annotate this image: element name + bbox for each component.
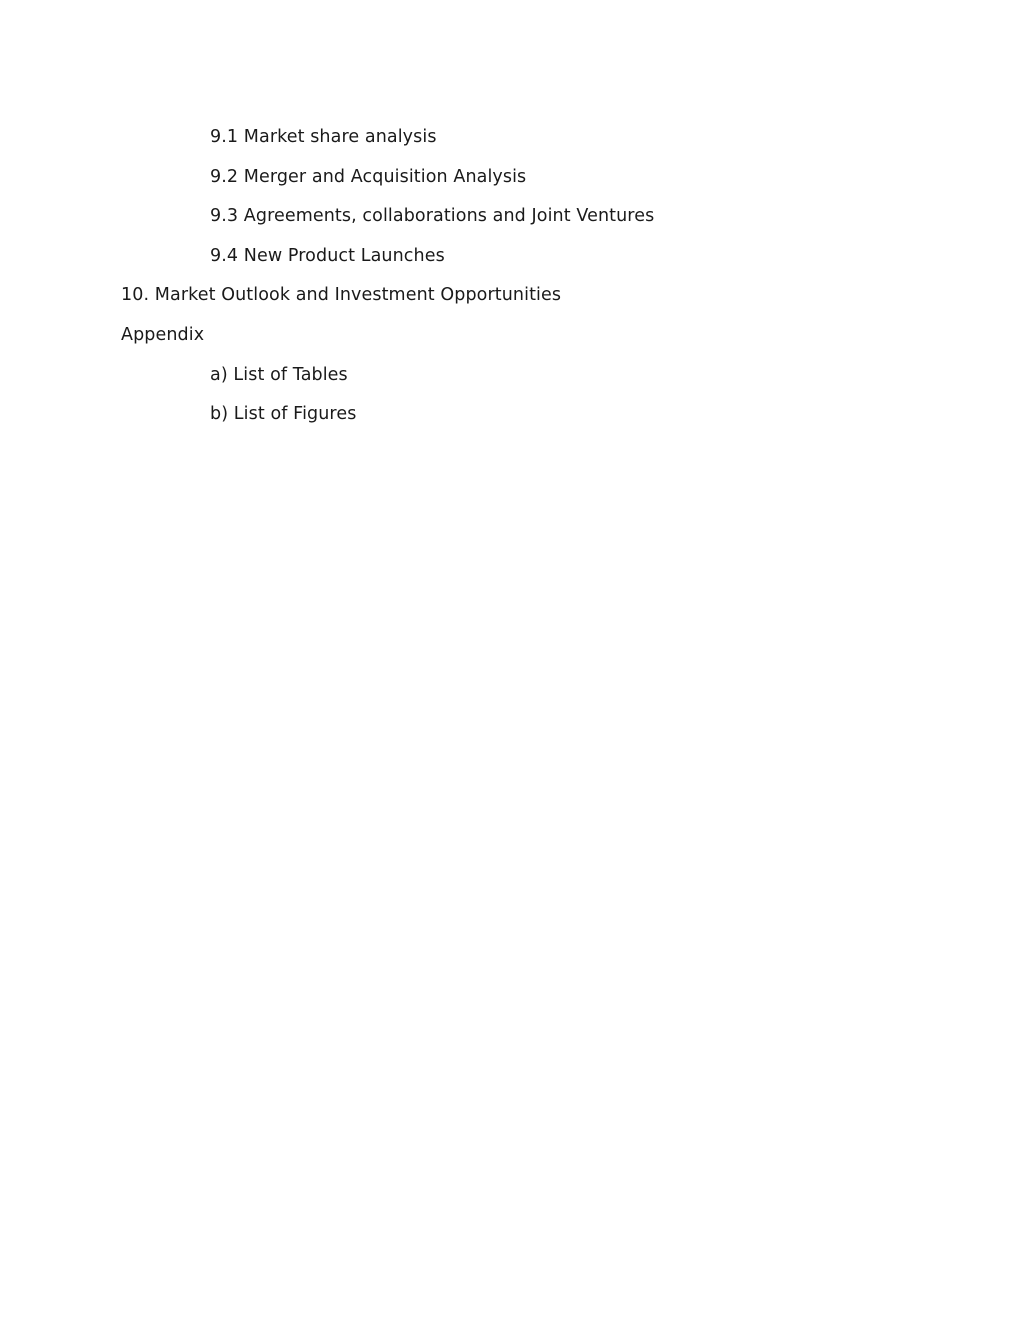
toc-entry-9-3: 9.3 Agreements, collaborations and Joint Ventures — [210, 206, 655, 227]
toc-entry-9-4: 9.4 New Product Launches — [210, 245, 445, 266]
toc-entry-appendix: Appendix — [121, 324, 205, 345]
toc-entry-list-of-figures: b) List of Figures — [210, 404, 357, 425]
toc-entry-10: 10. Market Outlook and Investment Opportunities — [121, 285, 562, 306]
table-of-contents — [121, 124, 654, 441]
toc-entry-list-of-tables: a) List of Tables — [210, 364, 348, 385]
toc-entry-9-2: 9.2 Merger and Acquisition Analysis — [210, 166, 527, 187]
toc-entry-9-1: 9.1 Market share analysis — [210, 127, 437, 147]
